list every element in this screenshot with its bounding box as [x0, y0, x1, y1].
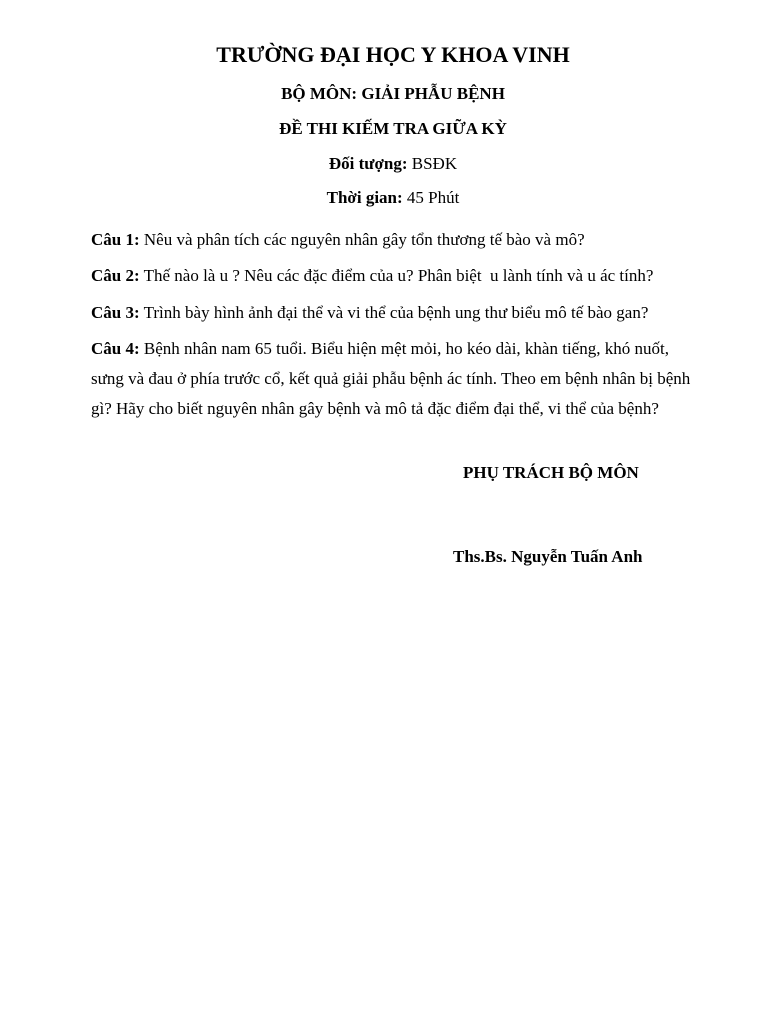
audience-label: Đối tượng:: [328, 154, 408, 173]
question-3-label: Câu 3:: [91, 303, 140, 322]
signature-name: Ths.Bs. Nguyễn Tuấn Anh: [453, 547, 643, 566]
audience-line: [9, 154, 768, 174]
question-4-label: Câu 4:: [91, 339, 140, 358]
exam-title: ĐỀ THI KIẾM TRA GIỮA KỲ: [279, 119, 507, 138]
school-name: TRƯỜNG ĐẠI HỌC Y KHOA VINH: [216, 42, 570, 67]
question-1-label: Câu 1:: [91, 230, 140, 249]
question-3-text: Trình bày hình ảnh đại thể và vi thể của bệnh ung thư biểu mô tế bào gan?: [139, 303, 649, 322]
department-name: BỘ MÔN: GIẢI PHẪU BỆNH: [281, 84, 505, 103]
question-2: [91, 261, 696, 291]
question-2-label: Câu 2:: [91, 266, 140, 285]
question-4: [91, 334, 696, 424]
time-line: [9, 188, 768, 208]
audience-value: BSĐK: [407, 154, 458, 173]
question-3: [91, 298, 696, 328]
question-1-text: Nêu và phân tích các nguyên nhân gây tổn thương tế bào và mô?: [139, 230, 585, 249]
question-4-text: Bệnh nhân nam 65 tuổi. Biểu hiện mệt mỏi, ho kéo dài, khàn tiếng, khó nuốt, sưng và đau ở phía trước cổ, kết quả giải phẫu bệnh ác tính. Theo em bệnh nhân bị bệnh gì? Hãy cho biết nguyên nhân gây bệnh và mô tả đặc điểm đại thể, vi thể của bệnh?: [91, 339, 691, 418]
question-1: [91, 225, 696, 255]
time-value: 45 Phút: [402, 188, 460, 207]
time-label: Thời gian:: [326, 188, 403, 207]
question-2-text: Thế nào là u ? Nêu các đặc điểm của u? Phân biệt u lành tính và u ác tính?: [139, 266, 654, 285]
signature-title: PHỤ TRÁCH BỘ MÔN: [463, 463, 639, 482]
